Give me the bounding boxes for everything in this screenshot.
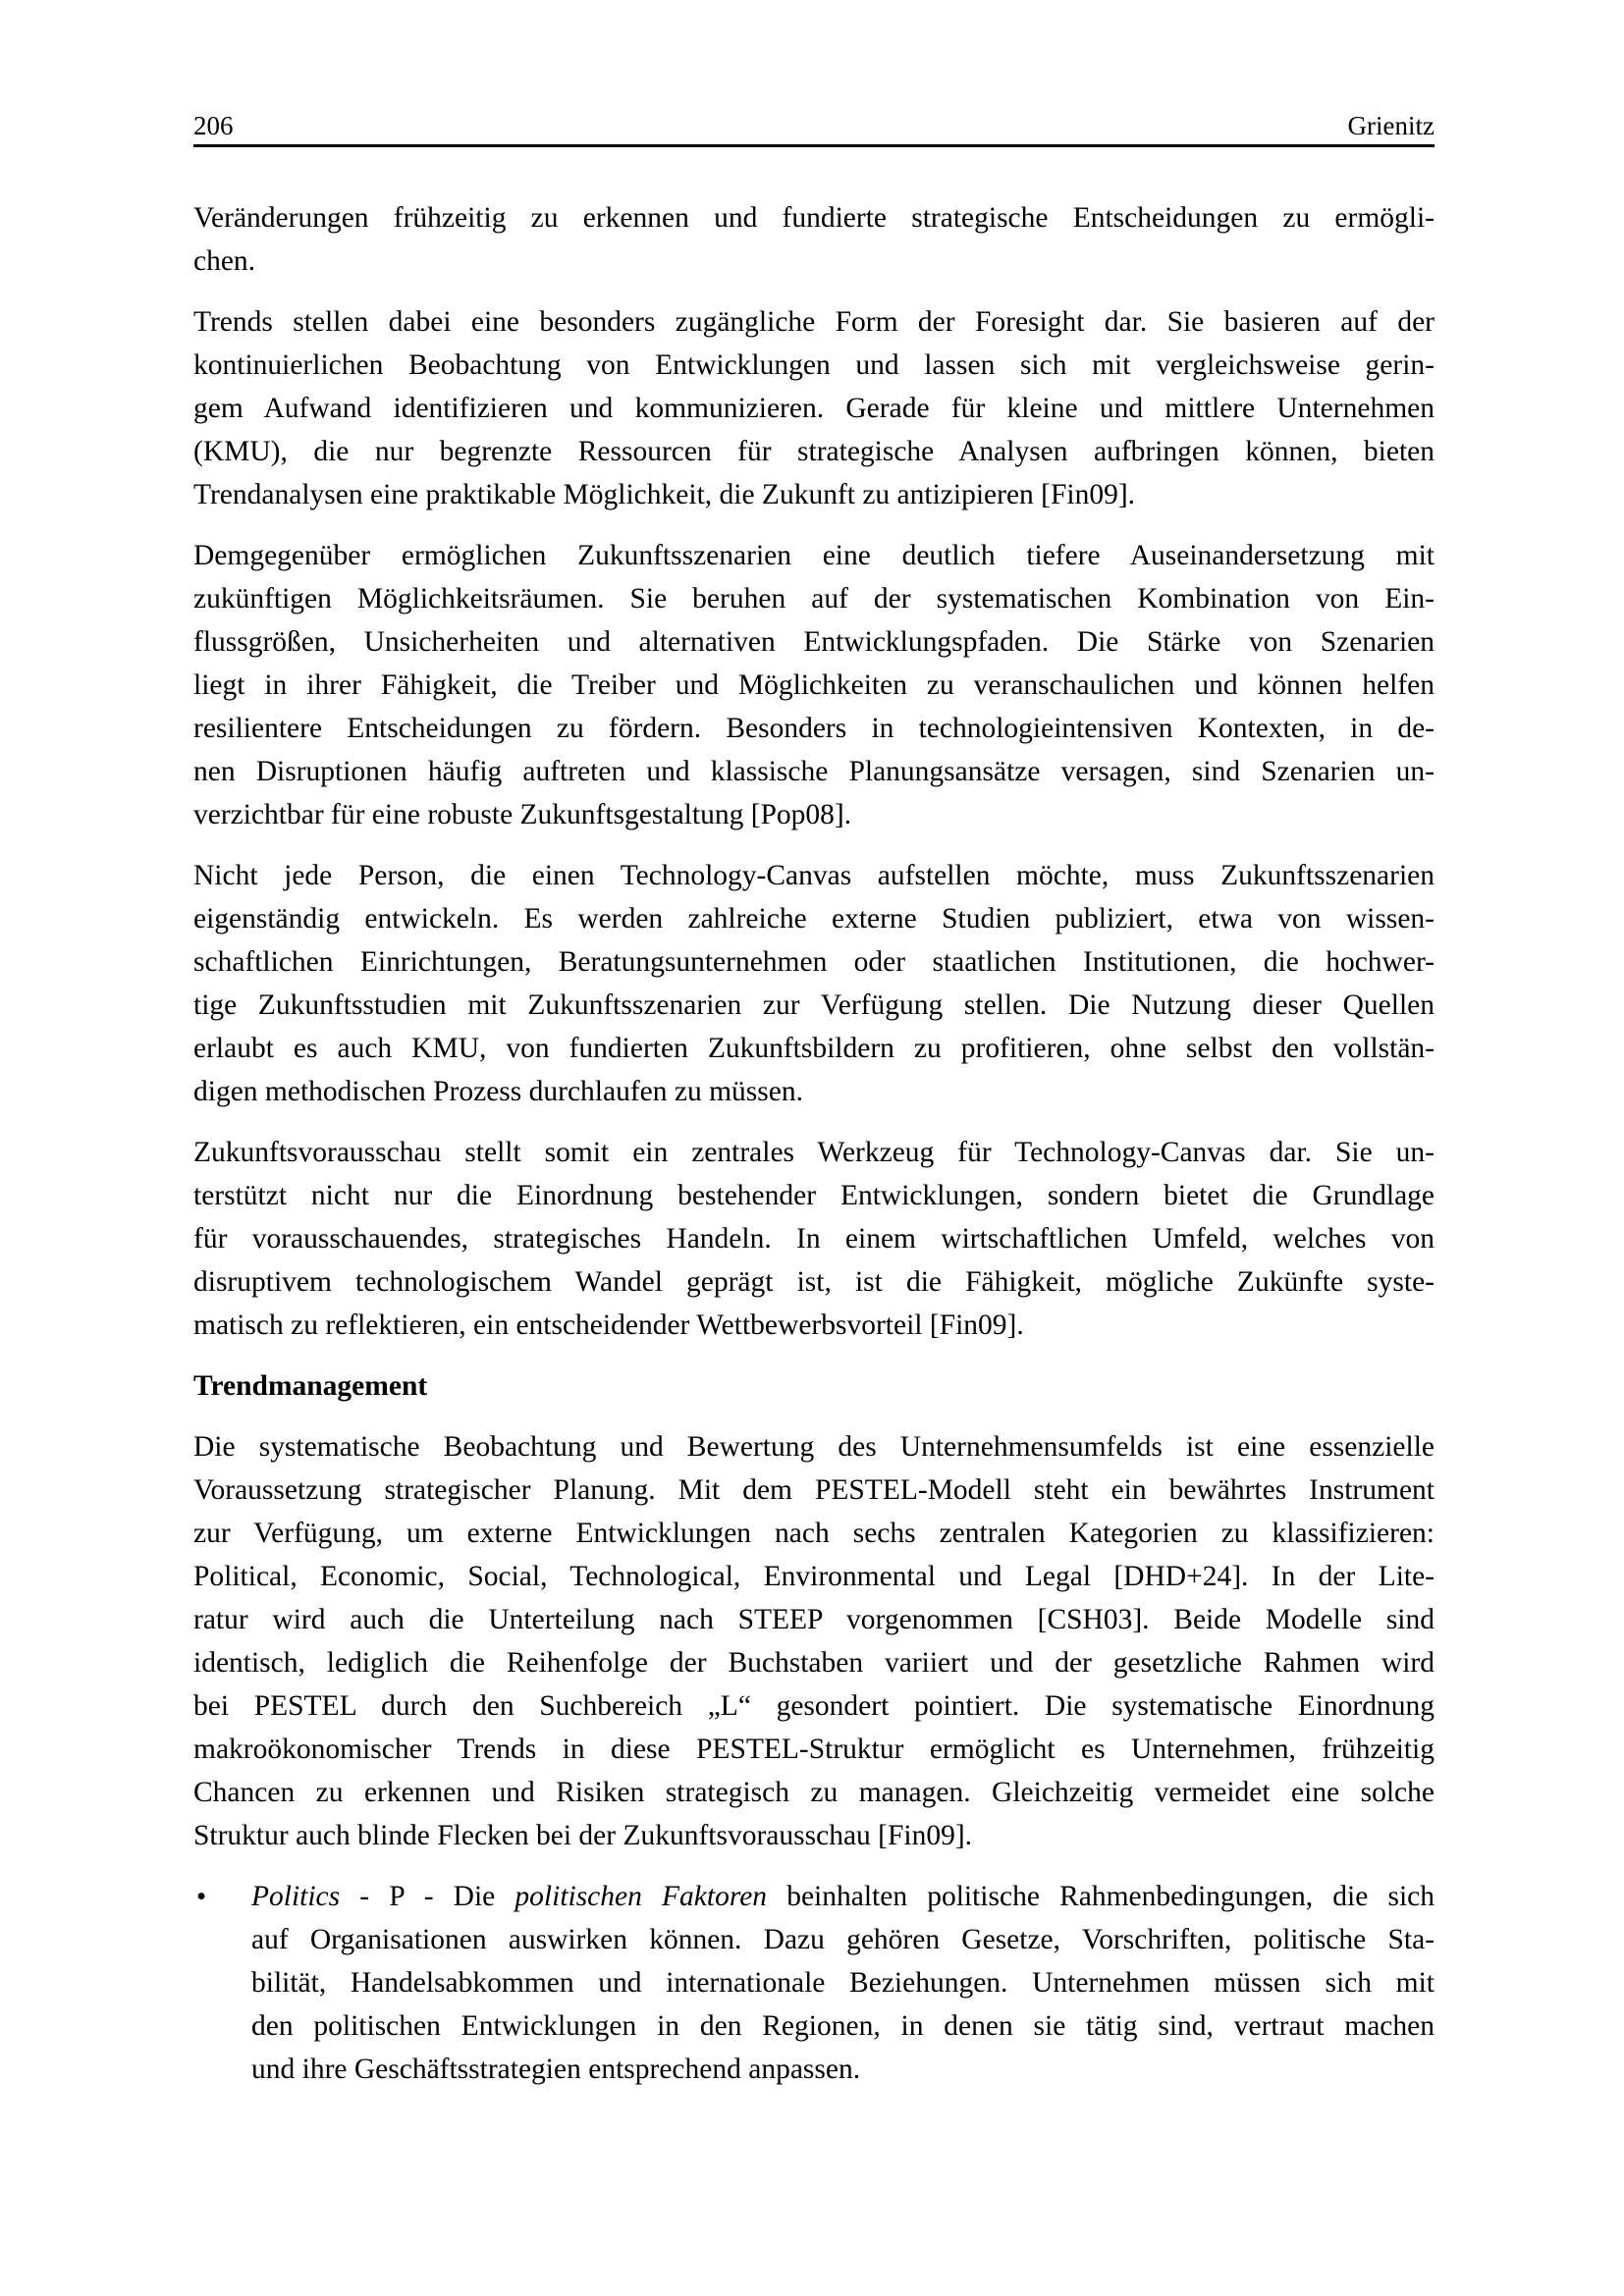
text-line: zur Verfügung, um externe Entwicklungen nach sechs zentralen Kategorien zu klassifizieren: [193, 1518, 1435, 1549]
text-line: chen. [193, 245, 256, 277]
text-line: Nicht jede Person, die einen Technology-Canvas aufstellen möchte, muss Zukunftsszenarien [193, 860, 1435, 891]
text-line: schaftlichen Einrichtungen, Beratungsunternehmen oder staatlichen Institutionen, die hochwer- [193, 946, 1435, 978]
text-line: matisch zu reflektieren, ein entscheidender Wettbewerbsvorteil [Fin09]. [193, 1309, 1024, 1341]
text-line: liegt in ihrer Fähigkeit, die Treiber und Möglichkeiten zu veranschaulichen und können helfen [193, 669, 1435, 701]
bullet-item-politics [193, 1875, 1435, 2091]
text-line: eigenständig entwickeln. Es werden zahlreiche externe Studien publiziert, etwa von wissen- [193, 903, 1435, 934]
text-line: Struktur auch blinde Flecken bei der Zukunftsvorausschau [Fin09]. [193, 1820, 973, 1851]
text-line: Demgegenüber ermöglichen Zukunftsszenarien eine deutlich tiefere Auseinandersetzung mit [193, 540, 1435, 571]
pestel-bullet-list [193, 1875, 1435, 2091]
text-line: digen methodischen Prozess durchlaufen zu müssen. [193, 1076, 803, 1107]
paragraph-1 [193, 196, 1435, 283]
text-line: (KMU), die nur begrenzte Ressourcen für strategische Analysen aufbringen können, bieten [193, 436, 1435, 467]
text-line: auf Organisationen auswirken können. Dazu gehören Gesetze, Vorschriften, politische Sta- [251, 1924, 1435, 1955]
paragraph-4 [193, 854, 1435, 1113]
text-line: identisch, lediglich die Reihenfolge der Buchstaben variiert und der gesetzliche Rahmen wird [193, 1647, 1435, 1679]
page-number: 206 [193, 111, 234, 140]
text-line: ratur wird auch die Unterteilung nach STEEP vorgenommen [CSH03]. Beide Modelle sind [193, 1604, 1435, 1635]
section-heading: Trendmanagement [193, 1370, 428, 1402]
text-line: verzichtbar für eine robuste Zukunftsgestaltung [Pop08]. [193, 799, 852, 830]
text-line: Zukunftsvorausschau stellt somit ein zentrales Werkzeug für Technology-Canvas dar. Sie un- [193, 1137, 1435, 1168]
text-fragment: - P - Die [340, 1881, 515, 1912]
text-line: gem Aufwand identifizieren und kommunizieren. Gerade für kleine und mittlere Unternehmen [193, 393, 1435, 424]
text-line: für vorausschauendes, strategisches Handeln. In einem wirtschaftlichen Umfeld, welches von [193, 1223, 1435, 1255]
text-line: bei PESTEL durch den Suchbereich „L“ gesondert pointiert. Die systematische Einordnung [193, 1690, 1435, 1722]
text-line: terstützt nicht nur die Einordnung bestehender Entwicklungen, sondern bietet die Grundlage [193, 1180, 1435, 1211]
text-line: tige Zukunftsstudien mit Zukunftsszenarien zur Verfügung stellen. Die Nutzung dieser Quellen [193, 989, 1435, 1021]
text-line: erlaubt es auch KMU, von fundierten Zukunftsbildern zu profitieren, ohne selbst den vollstän- [193, 1033, 1435, 1064]
text-line: Voraussetzung strategischer Planung. Mit dem PESTEL-Modell steht ein bewährtes Instrument [193, 1474, 1435, 1506]
bullet-icon: • [196, 1881, 207, 1912]
paragraph-2 [193, 300, 1435, 516]
paragraph-3 [193, 534, 1435, 836]
text-line: zukünftigen Möglichkeitsräumen. Sie beruhen auf der systematischen Kombination von Ein- [193, 583, 1435, 614]
running-header-author: Grienitz [1347, 111, 1435, 140]
text-line: Trends stellen dabei eine besonders zugängliche Form der Foresight dar. Sie basieren auf der [193, 306, 1435, 338]
text-fragment: beinhalten politische Rahmenbedingungen, die sich [767, 1881, 1435, 1912]
text-line [251, 1875, 1435, 1918]
text-line: Political, Economic, Social, Technological, Environmental und Legal [DHD+24]. In der Lite- [193, 1561, 1435, 1592]
text-line: flussgrößen, Unsicherheiten und alternativen Entwicklungspfaden. Die Stärke von Szenarien [193, 626, 1435, 658]
term-politische-faktoren: politischen Faktoren [514, 1881, 768, 1912]
text-line: kontinuierlichen Beobachtung von Entwicklungen und lassen sich mit vergleichsweise gerin- [193, 349, 1435, 381]
text-line: Die systematische Beobachtung und Bewertung des Unternehmensumfelds ist eine essenzielle [193, 1431, 1435, 1463]
text-line: makroökonomischer Trends in diese PESTEL-Struktur ermöglicht es Unternehmen, frühzeitig [193, 1734, 1435, 1765]
body-text [193, 196, 1435, 2091]
term-politics: Politics [251, 1881, 341, 1912]
text-line: Chancen zu erkennen und Risiken strategisch zu managen. Gleichzeitig vermeidet eine solche [193, 1777, 1435, 1808]
paragraph-5 [193, 1131, 1435, 1347]
text-line: nen Disruptionen häufig auftreten und klassische Planungsansätze versagen, sind Szenarien un- [193, 756, 1435, 787]
paragraph-6 [193, 1425, 1435, 1857]
text-line: Trendanalysen eine praktikable Möglichkeit, die Zukunft zu antizipieren [Fin09]. [193, 479, 1136, 510]
text-line: Veränderungen frühzeitig zu erkennen und fundierte strategische Entscheidungen zu ermögli- [193, 202, 1435, 234]
text-line: den politischen Entwicklungen in den Regionen, in denen sie tätig sind, vertraut machen [251, 2010, 1435, 2042]
text-line: disruptivem technologischem Wandel geprägt ist, ist die Fähigkeit, mögliche Zukünfte syste- [193, 1266, 1435, 1298]
running-header [193, 111, 1435, 147]
text-line: bilität, Handelsabkommen und internationale Beziehungen. Unternehmen müssen sich mit [251, 1967, 1435, 1999]
text-line: resilientere Entscheidungen zu fördern. Besonders in technologieintensiven Kontexten, in de- [193, 713, 1435, 744]
text-line: und ihre Geschäftsstrategien entsprechend anpassen. [251, 2054, 861, 2085]
